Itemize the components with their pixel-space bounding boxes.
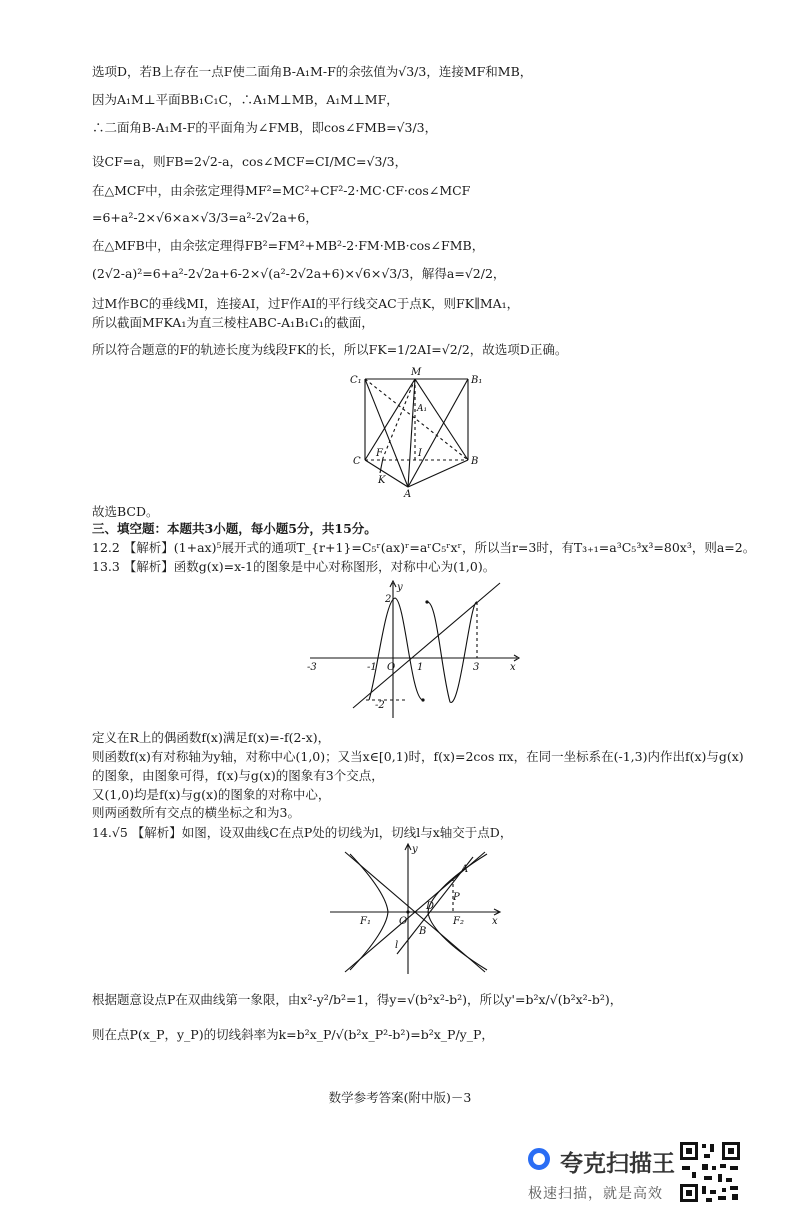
label-m: M	[411, 367, 422, 378]
label-f: F	[376, 448, 383, 459]
text-line: 的图象，由图象可得，f(x)与g(x)的图象有3个交点，	[92, 768, 384, 783]
text-line: 因为A₁M⊥平面BB₁C₁C，∴A₁M⊥MB，A₁M⊥MF，	[92, 92, 399, 107]
label-c: C	[353, 456, 361, 467]
text-line: 又(1,0)均是f(x)与g(x)的图象的对称中心，	[92, 787, 331, 802]
prism-figure	[340, 365, 490, 500]
label-f2: F₂	[453, 916, 464, 927]
graph-point	[421, 698, 424, 701]
graph-point	[425, 600, 428, 603]
label-b: B	[419, 926, 427, 937]
label-c1: C₁	[350, 375, 362, 386]
text-line: 故选BCD。	[92, 504, 159, 519]
axis-label-x: x	[510, 662, 516, 673]
function-graph	[305, 580, 525, 720]
label-a: A	[461, 864, 469, 875]
label-i: I	[418, 448, 422, 459]
text-line: 在△MCF中，由余弦定理得MF²=MC²+CF²-2·MC·CF·cos∠MCF	[92, 183, 471, 198]
qr-code-icon	[678, 1140, 742, 1204]
axis-label-y: y	[397, 582, 403, 593]
tick-label: -3	[307, 662, 317, 673]
origin-point	[406, 910, 409, 913]
text-line: 12.2 【解析】(1+ax)⁵展开式的通项T_{r+1}=C₅ʳ(ax)ʳ=aʳC₅ʳxʳ，所以当r=3时，有T₃₊₁=a³C₅³x³=80x³，则a=2。	[92, 540, 756, 555]
text-line: 定义在R上的偶函数f(x)满足f(x)=-f(2-x)，	[92, 730, 331, 745]
label-b: B	[471, 456, 479, 467]
axis-label-y: y	[412, 844, 418, 855]
label-f1: F₁	[360, 916, 371, 927]
text-line: 过M作BC的垂线MI，连接AI，过F作AI的平行线交AC于点K，则FK∥MA₁，	[92, 296, 520, 311]
text-line: 所以符合题意的F的轨迹长度为线段FK的长，所以FK=1/2AI=√2/2，故选项D正确。	[92, 342, 568, 357]
text-line: (2√2-a)²=6+a²-2√2a+6-2×√(a²-2√2a+6)×√6×√3/3，解得a=√2/2，	[92, 266, 506, 281]
tick-label: -1	[367, 662, 377, 673]
text-line: 14.√5 【解析】如图，设双曲线C在点P处的切线为l，切线l与x轴交于点D，	[92, 825, 513, 840]
text-line: =6+a²-2×√6×a×√3/3=a²-2√2a+6，	[92, 210, 318, 225]
axis-label-x: x	[492, 916, 498, 927]
text-line: 则在点P(x_P，y_P)的切线斜率为k=b²x_P/√(b²x_P²-b²)=b²x_P/y_P，	[92, 1027, 494, 1042]
text-line: 根据题意设点P在双曲线第一象限，由x²-y²/b²=1，得y=√(b²x²-b²)，所以y'=b²x/√(b²x²-b²)，	[92, 992, 623, 1007]
tick-label: -2	[375, 700, 385, 711]
label-a1: A₁	[417, 404, 428, 414]
tick-label: 3	[473, 662, 480, 673]
page-footer: 数学参考答案(附中版)－3	[328, 1090, 472, 1105]
text-line: 设CF=a，则FB=2√2-a，cos∠MCF=CI/MC=√3/3，	[92, 154, 408, 169]
text-line: 13.3 【解析】函数g(x)=x-1的图象是中心对称图形，对称中心为(1,0)。	[92, 559, 496, 574]
text-line: 则函数f(x)有对称轴为y轴，对称中心(1,0)；又当x∈[0,1)时，f(x)=2cos πx，在同一坐标系在(-1,3)内作出f(x)与g(x)	[92, 749, 744, 764]
quark-logo-icon	[528, 1148, 550, 1170]
watermark-slogan: 极速扫描，就是高效	[528, 1186, 663, 1202]
label-d: D	[426, 901, 435, 912]
section-heading: 三、填空题：本题共3小题，每小题5分，共15分。	[92, 521, 377, 536]
tick-label: 1	[417, 662, 424, 673]
origin-label: O	[399, 916, 408, 927]
label-a: A	[404, 489, 412, 500]
hyperbola-graph	[325, 842, 505, 977]
origin-label: O	[387, 662, 396, 673]
text-line: 则两函数所有交点的横坐标之和为3。	[92, 805, 300, 820]
tick-label: 2	[385, 594, 392, 605]
label-b1: B₁	[471, 375, 483, 386]
watermark-name: 夸克扫描王	[560, 1151, 675, 1177]
label-k: K	[378, 475, 386, 486]
label-p: P	[453, 892, 460, 903]
text-line: 在△MFB中，由余弦定理得FB²=FM²+MB²-2·FM·MB·cos∠FMB，	[92, 238, 485, 253]
text-line: 选项D，若B上存在一点F使二面角B-A₁M-F的余弦值为√3/3，连接MF和MB，	[92, 64, 533, 79]
label-l: l	[395, 940, 399, 951]
text-line: 所以截面MFKA₁为直三棱柱ABC-A₁B₁C₁的截面，	[92, 315, 374, 330]
text-line: ∴二面角B-A₁M-F的平面角为∠FMB，即cos∠FMB=√3/3，	[92, 120, 438, 135]
